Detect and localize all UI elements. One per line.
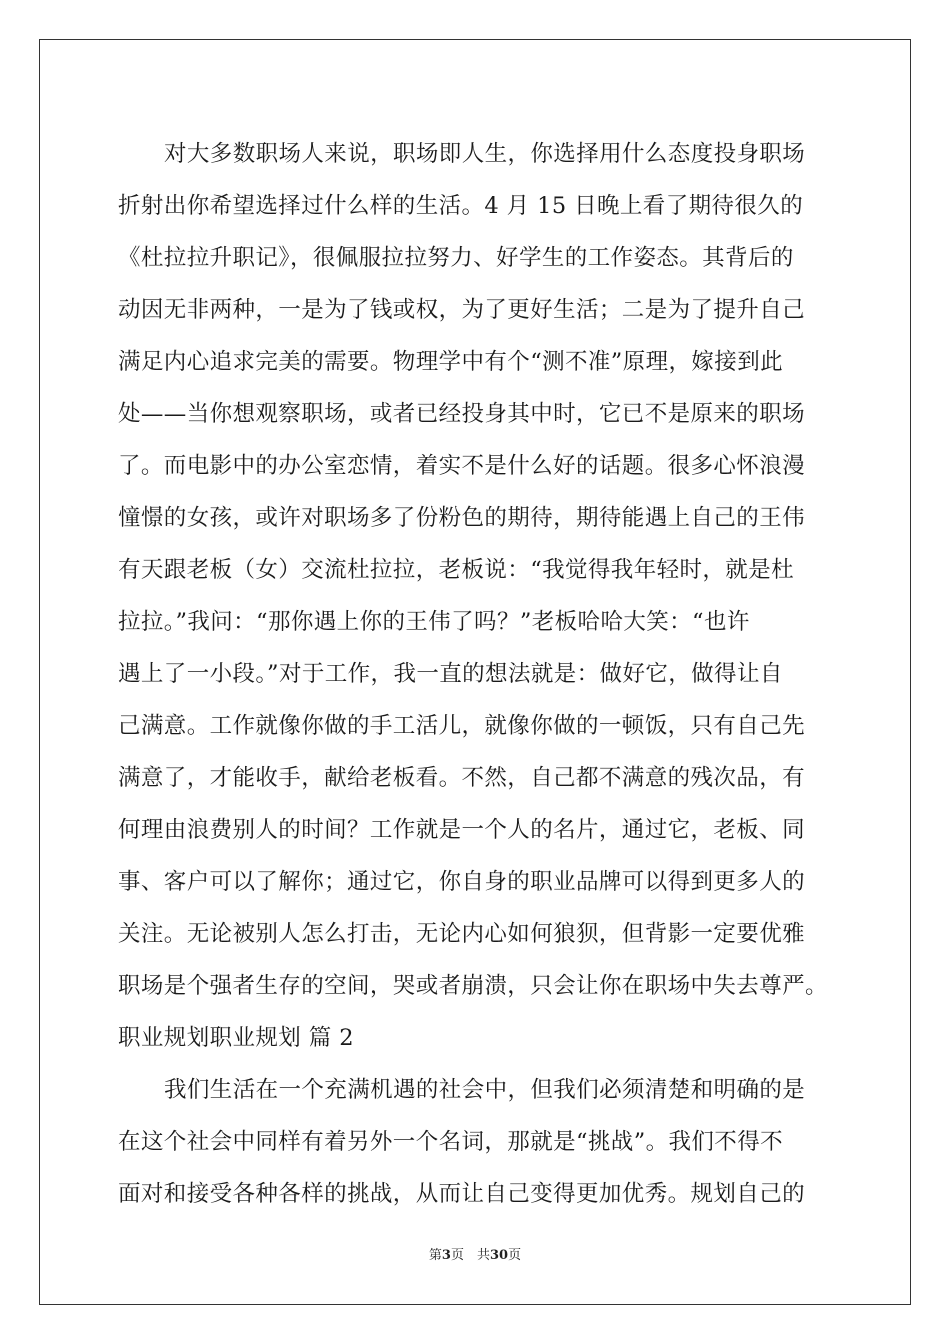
paragraph-line: 在这个社会中同样有着另外一个名词，那就是“挑战”。我们不得不 [118, 1129, 784, 1155]
paragraph-line: 《杜拉拉升职记》，很佩服拉拉努力、好学生的工作姿态。其背后的 [118, 245, 794, 271]
footer-prefix: 第 [428, 1248, 442, 1263]
paragraph-line: 满足内心追求完美的需要。物理学中有个“测不准”原理，嫁接到此 [118, 349, 784, 375]
paragraph-line: 何理由浪费别人的时间？工作就是一个人的名片，通过它，老板、同 [118, 817, 806, 843]
paragraph-line: 折射出你希望选择过什么样的生活。4 月 15 日晚上看了期待很久的 [118, 193, 804, 219]
section-heading: 职业规划职业规划 篇 2 [118, 1025, 354, 1051]
paragraph-line: 满意了，才能收手，献给老板看。不然，自己都不满意的残次品，有 [118, 765, 806, 791]
footer-mid: 页 共 [450, 1248, 490, 1263]
footer-suffix: 页 [508, 1248, 522, 1263]
page-footer [0, 1244, 950, 1263]
paragraph-line: 面对和接受各种各样的挑战，从而让自己变得更加优秀。规划自己的 [118, 1181, 806, 1207]
paragraph-line: 拉拉。”我问：“那你遇上你的王伟了吗？”老板哈哈大笑：“也许 [118, 609, 750, 635]
total-page-number: 30 [489, 1248, 509, 1263]
paragraph-line: 处——当你想观察职场，或者已经投身其中时，它已不是原来的职场 [118, 401, 806, 427]
paragraph-line: 职场是个强者生存的空间，哭或者崩溃，只会让你在职场中失去尊严。 [118, 973, 828, 999]
paragraph-line: 对大多数职场人来说，职场即人生，你选择用什么态度投身职场 [164, 141, 806, 167]
paragraph-line: 己满意。工作就像你做的手工活儿，就像你做的一顿饭，只有自己先 [118, 713, 806, 739]
paragraph-line: 了。而电影中的办公室恋情，着实不是什么好的话题。很多心怀浪漫 [118, 453, 806, 479]
current-page-number: 3 [441, 1248, 451, 1263]
paragraph-line: 事、客户可以了解你；通过它，你自身的职业品牌可以得到更多人的 [118, 869, 806, 895]
paragraph-line: 我们生活在一个充满机遇的社会中，但我们必须清楚和明确的是 [164, 1077, 806, 1103]
paragraph-line: 遇上了一小段。”对于工作，我一直的想法就是：做好它，做得让自 [118, 661, 783, 687]
document-body [118, 128, 838, 1220]
paragraph-line: 有天跟老板（女）交流杜拉拉，老板说：“我觉得我年轻时，就是杜 [118, 557, 795, 583]
paragraph-line: 憧憬的女孩，或许对职场多了份粉色的期待，期待能遇上自己的王伟 [118, 505, 806, 531]
paragraph-line: 关注。无论被别人怎么打击，无论内心如何狼狈，但背影一定要优雅 [118, 921, 806, 947]
paragraph-line: 动因无非两种，一是为了钱或权，为了更好生活；二是为了提升自己 [118, 297, 806, 323]
